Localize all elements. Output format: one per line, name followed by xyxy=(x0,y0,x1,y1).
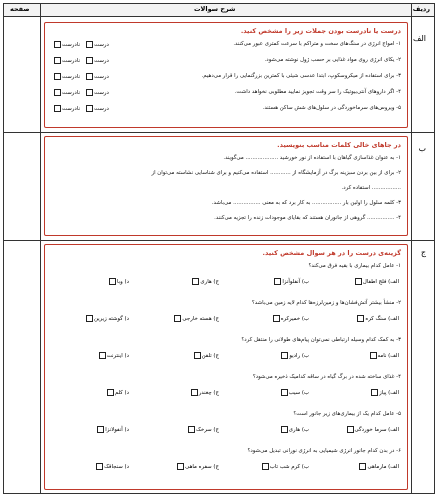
mc-option[interactable] xyxy=(370,389,399,396)
section-fill-blank xyxy=(44,136,408,236)
mc-option[interactable] xyxy=(358,463,399,470)
option-checkbox[interactable] xyxy=(96,463,103,470)
header-radif: ردیف xyxy=(412,5,430,13)
option-checkbox[interactable] xyxy=(355,278,362,285)
true-label: درست xyxy=(94,90,109,96)
mc-option[interactable] xyxy=(280,389,309,396)
tf-choices-1 xyxy=(53,41,109,48)
row-column-divider xyxy=(411,4,412,493)
mc-options-6 xyxy=(51,463,399,473)
tf-choices-5 xyxy=(53,105,109,112)
row-separator-2 xyxy=(4,240,434,241)
option-text: د) وبا xyxy=(117,279,129,285)
score-column-divider xyxy=(40,4,41,493)
header-sharh: شرح سوالات xyxy=(194,5,236,13)
option-checkbox[interactable] xyxy=(97,426,104,433)
tf-choices-2 xyxy=(53,57,109,64)
mc-question-3: ۳- به کمک کدام وسیله ارتباطی نمی‌توان پیام‌های طولانی را منتقل کرد؟ xyxy=(241,337,401,343)
option-text: د) آنفولانزا xyxy=(105,427,129,433)
option-checkbox[interactable] xyxy=(274,278,281,285)
option-checkbox[interactable] xyxy=(347,426,354,433)
mc-option[interactable] xyxy=(190,389,219,396)
mc-options-5 xyxy=(51,426,399,436)
tf-choices-4 xyxy=(53,89,109,96)
true-checkbox[interactable] xyxy=(86,73,93,80)
option-text: الف) پیاز xyxy=(379,390,399,396)
mc-option[interactable] xyxy=(273,278,309,285)
option-checkbox[interactable] xyxy=(174,315,181,322)
false-label: نادرست xyxy=(62,106,80,112)
false-checkbox[interactable] xyxy=(54,41,61,48)
option-text: ب) هاری xyxy=(288,427,309,433)
section-label-c: ج xyxy=(420,248,426,257)
false-label: نادرست xyxy=(62,42,80,48)
mc-option[interactable] xyxy=(369,352,399,359)
tf-item-3: ۳- برای استفاده از میکروسکوپ، ابتدا عدسی شیئی با کمترین بزرگنمایی را قرار می‌دهیم. xyxy=(201,73,401,79)
option-text: ب) آنفلوآنزا xyxy=(282,279,309,285)
option-text: ب) کرم شب تاب xyxy=(269,464,309,470)
mc-option[interactable] xyxy=(280,352,309,359)
mc-option[interactable] xyxy=(173,315,219,322)
option-text: الف) مارماهی xyxy=(367,464,399,470)
tf-item-2: ۲- یکای انرژی روی مواد غذایی بر حسب ژول نوشته می‌شود. xyxy=(264,57,401,63)
option-text: ج) سرخک xyxy=(196,427,219,433)
exam-page xyxy=(3,3,435,494)
mc-question-5: ۵- عامل کدام یک از بیماری‌های زیر جانور است؟ xyxy=(293,411,401,417)
true-label: درست xyxy=(94,42,109,48)
option-text: الف) سنگ کره xyxy=(365,316,399,322)
option-checkbox[interactable] xyxy=(99,352,106,359)
option-checkbox[interactable] xyxy=(192,278,199,285)
option-checkbox[interactable] xyxy=(273,315,280,322)
mc-option[interactable] xyxy=(191,278,219,285)
section-label-b: ب xyxy=(418,144,426,153)
option-text: ب) رادیو xyxy=(289,353,309,359)
mc-option[interactable] xyxy=(98,352,129,359)
mc-question-2: ۲- منشأ بیشتر آتش‌فشان‌ها و زمین‌لرزه‌ها کدام لایه زمین می‌باشد؟ xyxy=(251,300,401,306)
false-label: نادرست xyxy=(62,90,80,96)
option-checkbox[interactable] xyxy=(359,463,366,470)
option-checkbox[interactable] xyxy=(177,463,184,470)
option-text: الف) فلج اطفال xyxy=(362,279,399,285)
mc-option[interactable] xyxy=(176,463,219,470)
section-true-false xyxy=(44,22,408,128)
tf-item-4: ۴- اگر داروهای آنتی‌بیوتیک را سر وقت تجویز نمایید مطلوبی نخواهد داشت. xyxy=(234,89,401,95)
option-text: ج) چغندر xyxy=(198,390,219,396)
mc-option[interactable] xyxy=(354,278,399,285)
option-checkbox[interactable] xyxy=(281,389,288,396)
option-text: ج) تلفن xyxy=(201,353,219,359)
option-checkbox[interactable] xyxy=(281,352,288,359)
option-checkbox[interactable] xyxy=(371,389,378,396)
mc-options-4 xyxy=(51,389,399,399)
true-checkbox[interactable] xyxy=(86,89,93,96)
option-text: الف) سرما خوردگی xyxy=(354,427,399,433)
section-a-title: درست یا نادرست بودن جملات زیر را مشخص کنید. xyxy=(240,27,401,35)
tf-choices-3 xyxy=(53,73,109,80)
option-checkbox[interactable] xyxy=(109,278,116,285)
option-checkbox[interactable] xyxy=(107,389,114,396)
header-nomreh: صفحه xyxy=(10,5,30,13)
mc-option[interactable] xyxy=(346,426,399,433)
table-header xyxy=(4,4,434,17)
mc-question-4: ۴- غذای ساخته شده در برگ گیاه در ساقه کدامیک ذخیره می‌شود؟ xyxy=(252,374,401,380)
option-checkbox[interactable] xyxy=(370,352,377,359)
option-text: ب) سیب xyxy=(288,390,309,396)
fill-item-3: ۳- کلمه سلول را اولین بار ................. به کار برد که به معنی ................ می‌باشد. xyxy=(211,200,401,206)
option-checkbox[interactable] xyxy=(188,426,195,433)
mc-option[interactable] xyxy=(108,278,129,285)
mc-option[interactable] xyxy=(193,352,219,359)
fill-item-2: ۲- برای از بین بردن سبزینه برگ در آزمایشگاه از ............ استفاده می‌کنیم و برای شناسایی نشاسته می‌توان از xyxy=(151,170,401,176)
true-checkbox[interactable] xyxy=(86,105,93,112)
mc-option[interactable] xyxy=(95,463,129,470)
true-checkbox[interactable] xyxy=(86,57,93,64)
option-text: د) اینترنت xyxy=(106,353,129,359)
option-text: ج) هاری xyxy=(200,279,219,285)
option-checkbox[interactable] xyxy=(86,315,93,322)
mc-option[interactable] xyxy=(272,315,309,322)
true-label: درست xyxy=(94,58,109,64)
option-checkbox[interactable] xyxy=(281,426,288,433)
mc-option[interactable] xyxy=(187,426,219,433)
mc-option[interactable] xyxy=(261,463,309,470)
row-separator-1 xyxy=(4,132,434,133)
mc-options-3 xyxy=(51,352,399,362)
section-multiple-choice xyxy=(44,244,408,490)
fill-item-4: ۴- ................ گروهی از جانوران هستند که بقایای موجودات زنده را تجزیه می‌کنند. xyxy=(214,215,401,221)
false-label: نادرست xyxy=(62,74,80,80)
option-text: ج) سفره ماهی xyxy=(185,464,219,470)
fill-item-2-cont: ................. استفاده کرد. xyxy=(341,185,401,191)
false-checkbox[interactable] xyxy=(54,73,61,80)
true-label: درست xyxy=(94,106,109,112)
section-c-title: گزینه‌ی درست را در هر سوال مشخص کنید. xyxy=(262,249,401,257)
false-label: نادرست xyxy=(62,58,80,64)
true-checkbox[interactable] xyxy=(86,41,93,48)
option-text: د) سنجاقک xyxy=(104,464,129,470)
option-text: الف) نامه xyxy=(377,353,399,359)
option-text: د) کلم xyxy=(114,390,129,396)
option-text: د) گوشته زیرین xyxy=(94,316,129,322)
mc-options-1 xyxy=(51,278,399,288)
true-label: درست xyxy=(94,74,109,80)
option-checkbox[interactable] xyxy=(262,463,269,470)
mc-option[interactable] xyxy=(96,426,129,433)
tf-item-1: ۱- امواج انرژی در سنگ‌های سخت و متراکم با سرعت کمتری عبور می‌کنند. xyxy=(233,41,401,47)
option-checkbox[interactable] xyxy=(357,315,364,322)
section-b-title: در جاهای خالی کلمات مناسب بنویسید. xyxy=(277,141,401,149)
mc-option[interactable] xyxy=(356,315,399,322)
mc-option[interactable] xyxy=(106,389,129,396)
false-checkbox[interactable] xyxy=(54,89,61,96)
mc-option[interactable] xyxy=(85,315,129,322)
mc-question-1: ۱- عامل کدام بیماری با بقیه فرق می‌کند؟ xyxy=(308,263,401,269)
option-text: ب) خمیرکره xyxy=(280,316,309,322)
mc-options-2 xyxy=(51,315,399,325)
false-checkbox[interactable] xyxy=(54,105,61,112)
option-checkbox[interactable] xyxy=(191,389,198,396)
mc-option[interactable] xyxy=(280,426,309,433)
option-text: ج) هسته خارجی xyxy=(182,316,219,322)
false-checkbox[interactable] xyxy=(54,57,61,64)
fill-item-1: ۱- به عنوان غذاسازی گیاهان با استفاده از نور خورشید ................... می‌گویند. xyxy=(223,155,401,161)
tf-item-5: ۵- ویروس‌های سرماخوردگی در سلول‌های شش ساکن هستند. xyxy=(262,105,401,111)
option-checkbox[interactable] xyxy=(194,352,201,359)
section-label-a: الف xyxy=(413,34,426,43)
mc-question-6: ۶- در بدن کدام جانور انرژی شیمیایی به انرژی نورانی تبدیل می‌شود؟ xyxy=(247,448,401,454)
